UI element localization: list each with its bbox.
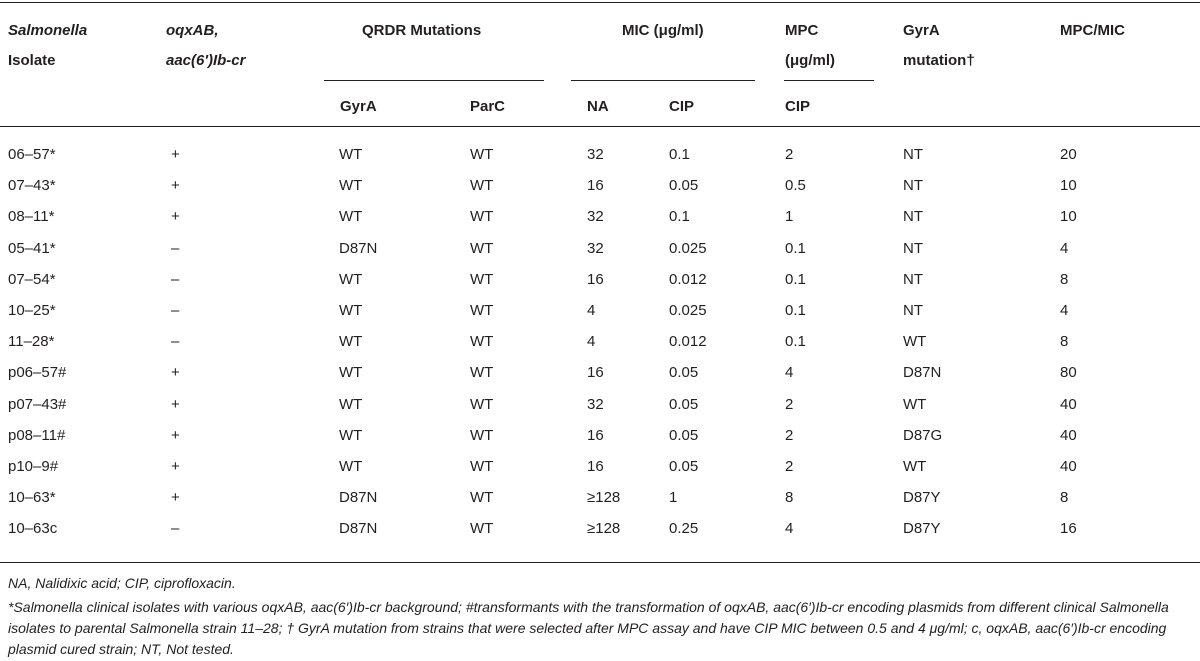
cell-ratio: 4 xyxy=(1060,240,1069,257)
cell-parc: WT xyxy=(470,458,494,475)
cell-isolate: 05–41* xyxy=(8,240,56,257)
cell-genes: – xyxy=(171,302,180,319)
cell-isolate: p10–9# xyxy=(8,458,59,475)
cell-na: 32 xyxy=(587,146,604,163)
cell-na: 4 xyxy=(587,333,596,350)
header-mpc-line1: MPC xyxy=(785,22,819,39)
cell-gyra: WT xyxy=(339,208,363,225)
header-gyra-mutation-line2: mutation† xyxy=(903,52,975,69)
mic-group-rule xyxy=(571,80,755,81)
cell-cip: 0.25 xyxy=(669,520,699,537)
cell-isolate: 11–28* xyxy=(8,333,55,350)
header-genes-line2: aac(6′)Ib-cr xyxy=(166,52,246,69)
cell-mut: WT xyxy=(903,458,927,475)
cell-parc: WT xyxy=(470,396,494,413)
cell-genes: – xyxy=(171,240,180,257)
subheader-na: NA xyxy=(587,98,609,115)
cell-cip: 0.025 xyxy=(669,240,707,257)
cell-mut: NT xyxy=(903,146,923,163)
cell-mpc: 0.1 xyxy=(785,333,806,350)
cell-mpc: 0.1 xyxy=(785,240,806,257)
cell-ratio: 80 xyxy=(1060,364,1077,381)
cell-genes: + xyxy=(171,364,180,381)
cell-na: 4 xyxy=(587,302,596,319)
header-isolate-line2: Isolate xyxy=(8,52,56,69)
cell-genes: + xyxy=(171,208,180,225)
cell-ratio: 8 xyxy=(1060,489,1069,506)
footnote-details: *Salmonella clinical isolates with various oqxAB, aac(6′)Ib-cr background; #transformants with the transformation of oqxAB, aac(6′)Ib-cr encoding plasmids from different clinical Salmonella isolates to parental Salmonella strain 11–28; † GyrA mutation from strains that were selected after MPC assay and have CIP MIC between 0.5 and 4 μg/ml; c, oqxAB, aac(6′)Ib-cr encoding plasmid cured strain; NT, Not tested. xyxy=(8,599,1169,657)
cell-mut: D87N xyxy=(903,364,942,381)
cell-cip: 0.05 xyxy=(669,427,699,444)
cell-isolate: 10–63* xyxy=(8,489,56,506)
header-mic-group: MIC (μg/ml) xyxy=(622,22,704,39)
cell-mut: D87Y xyxy=(903,520,941,537)
cell-gyra: WT xyxy=(339,271,363,288)
cell-ratio: 8 xyxy=(1060,333,1069,350)
cell-parc: WT xyxy=(470,177,494,194)
cell-isolate: 08–11* xyxy=(8,208,55,225)
cell-mut: NT xyxy=(903,177,923,194)
cell-isolate: 10–63c xyxy=(8,520,58,537)
cell-gyra: D87N xyxy=(339,520,378,537)
cell-cip: 0.012 xyxy=(669,271,707,288)
cell-mpc: 0.1 xyxy=(785,302,806,319)
cell-mpc: 8 xyxy=(785,489,794,506)
cell-gyra: WT xyxy=(339,458,363,475)
header-mpc-line2: (μg/ml) xyxy=(785,52,836,69)
cell-ratio: 16 xyxy=(1060,520,1077,537)
qrdr-group-rule xyxy=(324,80,544,81)
body-bottom-rule xyxy=(0,562,1200,563)
cell-parc: WT xyxy=(470,240,494,257)
cell-cip: 0.05 xyxy=(669,396,699,413)
cell-gyra: WT xyxy=(339,333,363,350)
cell-ratio: 10 xyxy=(1060,208,1077,225)
cell-mut: NT xyxy=(903,302,923,319)
cell-mpc: 2 xyxy=(785,396,794,413)
cell-isolate: 06–57* xyxy=(8,146,56,163)
cell-genes: + xyxy=(171,177,180,194)
header-isolate-line1: Salmonella xyxy=(8,22,88,39)
cell-parc: WT xyxy=(470,427,494,444)
header-gyra-mutation-line1: GyrA xyxy=(903,22,940,39)
cell-na: 32 xyxy=(587,396,604,413)
cell-cip: 0.1 xyxy=(669,208,690,225)
cell-mut: WT xyxy=(903,333,927,350)
header-qrdr-group: QRDR Mutations xyxy=(362,22,482,39)
cell-na: 32 xyxy=(587,208,604,225)
cell-gyra: WT xyxy=(339,364,363,381)
cell-genes: + xyxy=(171,489,180,506)
cell-mut: WT xyxy=(903,396,927,413)
cell-cip: 1 xyxy=(669,489,678,506)
cell-mpc: 1 xyxy=(785,208,794,225)
cell-parc: WT xyxy=(470,364,494,381)
cell-mut: D87G xyxy=(903,427,943,444)
cell-gyra: WT xyxy=(339,177,363,194)
subheader-parc: ParC xyxy=(470,98,506,115)
cell-genes: + xyxy=(171,458,180,475)
cell-ratio: 40 xyxy=(1060,458,1077,475)
header-bottom-rule xyxy=(0,126,1200,127)
cell-genes: + xyxy=(171,396,180,413)
cell-na: ≥128 xyxy=(587,489,621,506)
cell-mpc: 4 xyxy=(785,520,794,537)
header-genes-line1: oqxAB, xyxy=(166,22,219,39)
cell-isolate: p06–57# xyxy=(8,364,67,381)
cell-isolate: 07–54* xyxy=(8,271,56,288)
cell-cip: 0.1 xyxy=(669,146,690,163)
cell-na: ≥128 xyxy=(587,520,621,537)
cell-genes: – xyxy=(171,271,180,288)
cell-cip: 0.05 xyxy=(669,458,699,475)
cell-genes: – xyxy=(171,520,180,537)
mpc-group-rule xyxy=(784,80,874,81)
cell-ratio: 8 xyxy=(1060,271,1069,288)
footnote-abbreviations: NA, Nalidixic acid; CIP, ciprofloxacin. xyxy=(8,575,236,591)
cell-cip: 0.05 xyxy=(669,364,699,381)
cell-cip: 0.05 xyxy=(669,177,699,194)
cell-gyra: WT xyxy=(339,146,363,163)
cell-parc: WT xyxy=(470,146,494,163)
cell-gyra: D87N xyxy=(339,240,378,257)
subheader-gyra: GyrA xyxy=(340,98,377,115)
cell-mpc: 0.1 xyxy=(785,271,806,288)
cell-mut: NT xyxy=(903,208,923,225)
cell-gyra: WT xyxy=(339,427,363,444)
cell-genes: + xyxy=(171,427,180,444)
cell-parc: WT xyxy=(470,302,494,319)
cell-mpc: 2 xyxy=(785,146,794,163)
cell-cip: 0.025 xyxy=(669,302,707,319)
cell-na: 16 xyxy=(587,177,604,194)
cell-mpc: 2 xyxy=(785,458,794,475)
cell-mut: NT xyxy=(903,271,923,288)
cell-parc: WT xyxy=(470,333,494,350)
cell-na: 32 xyxy=(587,240,604,257)
cell-ratio: 10 xyxy=(1060,177,1077,194)
cell-gyra: WT xyxy=(339,302,363,319)
cell-genes: – xyxy=(171,333,180,350)
cell-na: 16 xyxy=(587,271,604,288)
cell-parc: WT xyxy=(470,520,494,537)
cell-isolate: 10–25* xyxy=(8,302,56,319)
subheader-mpc-cip: CIP xyxy=(785,98,811,115)
cell-isolate: p07–43# xyxy=(8,396,67,413)
cell-parc: WT xyxy=(470,208,494,225)
cell-genes: + xyxy=(171,146,180,163)
cell-gyra: WT xyxy=(339,396,363,413)
cell-parc: WT xyxy=(470,271,494,288)
cell-ratio: 4 xyxy=(1060,302,1069,319)
cell-mut: D87Y xyxy=(903,489,941,506)
cell-ratio: 40 xyxy=(1060,427,1077,444)
cell-gyra: D87N xyxy=(339,489,378,506)
cell-na: 16 xyxy=(587,458,604,475)
cell-isolate: p08–11# xyxy=(8,427,66,444)
cell-na: 16 xyxy=(587,364,604,381)
cell-parc: WT xyxy=(470,489,494,506)
cell-ratio: 40 xyxy=(1060,396,1077,413)
top-rule xyxy=(0,2,1200,3)
cell-isolate: 07–43* xyxy=(8,177,56,194)
cell-cip: 0.012 xyxy=(669,333,707,350)
cell-ratio: 20 xyxy=(1060,146,1077,163)
header-mpc-mic-ratio: MPC/MIC xyxy=(1060,22,1125,39)
cell-na: 16 xyxy=(587,427,604,444)
subheader-cip: CIP xyxy=(669,98,695,115)
cell-mut: NT xyxy=(903,240,923,257)
cell-mpc: 2 xyxy=(785,427,794,444)
cell-mpc: 0.5 xyxy=(785,177,806,194)
cell-mpc: 4 xyxy=(785,364,794,381)
